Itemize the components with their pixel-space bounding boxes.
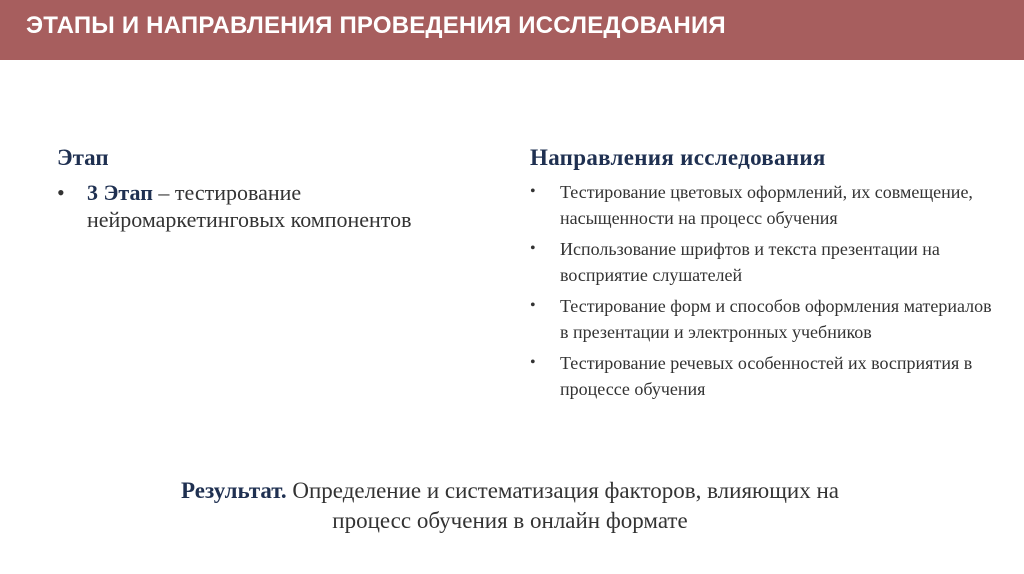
directions-column [530,145,1000,407]
direction-text: Тестирование речевых особенностей их восприятия в процессе обучения [560,353,973,399]
direction-item [530,293,1000,345]
result-block [60,476,960,536]
stage-label: 3 Этап [87,180,153,205]
bullet-dot-icon: • [57,180,65,205]
direction-text: Использование шрифтов и текста презентации на восприятие слушателей [560,239,940,285]
bullet-dot-icon: • [530,354,536,371]
title-bar [0,0,1024,60]
direction-item [530,236,1000,288]
bullet-dot-icon: • [530,240,536,257]
direction-item [530,179,1000,231]
stage-description: – тестирование нейромаркетинговых компонентов [87,180,412,232]
bullet-dot-icon: • [530,297,536,314]
directions-list [530,179,1000,402]
stage-column [57,145,417,233]
direction-item [530,350,1000,402]
stage-heading: Этап [57,145,109,170]
direction-text: Тестирование цветовых оформлений, их совмещение, насыщенности на процесс обучения [560,182,973,228]
result-text-1: Определение и систематизация факторов, влияющих на [286,478,840,503]
stage-list [57,179,417,233]
result-line-1 [60,476,960,506]
directions-heading: Направления исследования [530,145,826,170]
slide-title: ЭТАПЫ И НАПРАВЛЕНИЯ ПРОВЕДЕНИЯ ИССЛЕДОВАНИЯ [26,12,726,39]
result-label: Результат. [180,478,287,503]
direction-text: Тестирование форм и способов оформления материалов в презентации и электронных учебников [560,296,992,342]
result-text-2: процесс обучения в онлайн формате [332,508,688,533]
bullet-dot-icon: • [530,183,536,200]
stage-item [57,179,417,233]
